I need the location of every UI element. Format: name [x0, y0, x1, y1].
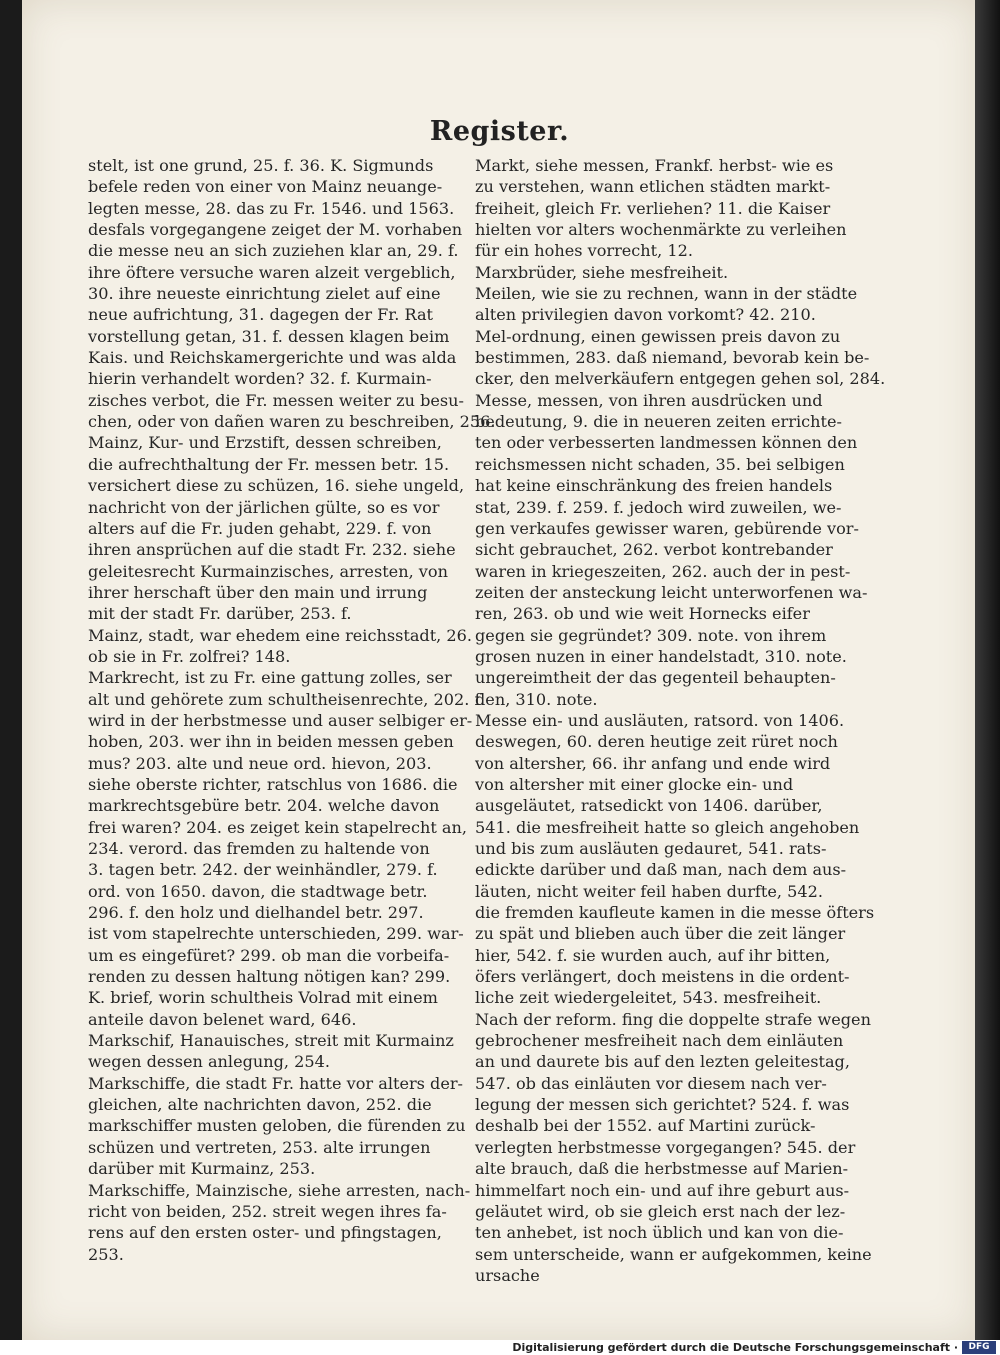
- register-line: rens auf den ersten oster- und pfingstagen,: [88, 1223, 442, 1243]
- register-line: 30. ihre neueste einrichtung zielet auf eine: [88, 284, 441, 304]
- register-line: siehe oberste richter, ratschlus von 1686. die: [88, 774, 458, 794]
- register-line: befele reden von einer von Mainz neuange-: [88, 177, 443, 197]
- register-line: himmelfart noch ein- und auf ihre geburt aus-: [475, 1180, 850, 1200]
- register-line: um es eingefüret? 299. ob man die vorbeifa-: [88, 945, 450, 965]
- register-line: 253.: [88, 1244, 124, 1264]
- register-column-right: [475, 155, 886, 1286]
- register-line: zisches verbot, die Fr. messen weiter zu besu-: [88, 390, 464, 410]
- register-line: gleichen, alte nachrichten davon, 252. die: [88, 1095, 432, 1115]
- register-line: die aufrechthaltung der Fr. messen betr. 15.: [88, 454, 450, 474]
- register-line: von altersher, 66. ihr anfang und ende wird: [475, 753, 831, 773]
- register-line: 296. f. den holz und dielhandel betr. 297.: [88, 903, 424, 923]
- register-line: ihren ansprüchen auf die stadt Fr. 232. siehe: [88, 540, 456, 560]
- register-line: grosen nuzen in einer handelstadt, 310. note.: [475, 646, 847, 666]
- register-line: an und daurete bis auf den lezten geleitestag,: [475, 1052, 850, 1072]
- register-column-left: [88, 155, 496, 1265]
- register-line: Kais. und Reichskamergerichte und was alda: [88, 348, 457, 368]
- register-line: ist vom stapelrechte unterschieden, 299. war-: [88, 924, 464, 944]
- register-line: reichsmessen nicht schaden, 35. bei selbigen: [475, 454, 845, 474]
- register-line: wird in der herbstmesse und auser selbiger er-: [88, 710, 473, 730]
- register-line: legung der messen sich gerichtet? 524. f. was: [475, 1095, 850, 1115]
- register-line: richt von beiden, 252. streit wegen ihres fa-: [88, 1201, 447, 1221]
- register-line: mus? 203. alte und neue ord. hievon, 203.: [88, 753, 432, 773]
- register-line: ihrer herschaft über den main und irrung: [88, 582, 428, 602]
- register-line: alt und gehörete zum schultheisenrechte, 202. f.: [88, 689, 485, 709]
- register-line: alters auf die Fr. juden gehabt, 229. f. von: [88, 518, 432, 538]
- register-line: hierin verhandelt worden? 32. f. Kurmain-: [88, 369, 432, 389]
- register-line: verlegten herbstmesse vorgegangen? 545. der: [475, 1137, 856, 1157]
- register-line: vorstellung getan, 31. f. dessen klagen beim: [88, 326, 450, 346]
- scanned-page: [22, 0, 977, 1340]
- register-line: bestimmen, 283. daß niemand, bevorab kein be-: [475, 348, 870, 368]
- register-line: Messe ein- und ausläuten, ratsord. von 1406.: [475, 710, 845, 730]
- book-gutter: [975, 0, 1000, 1340]
- register-line: Marxbrüder, siehe mesfreiheit.: [475, 262, 729, 282]
- register-line: sicht gebrauchet, 262. verbot kontrebander: [475, 540, 833, 560]
- register-line: renden zu dessen haltung nötigen kan? 299.: [88, 967, 451, 987]
- register-line: hielten vor alters wochenmärkte zu verleihen: [475, 220, 847, 240]
- register-line: und bis zum ausläuten gedauret, 541. rats-: [475, 839, 827, 858]
- register-line: 541. die mesfreiheit hatte so gleich angehoben: [475, 817, 860, 837]
- register-line: markschiffer musten geloben, die fürenden zu: [88, 1116, 466, 1136]
- register-line: nachricht von der järlichen gülte, so es vor: [88, 497, 440, 517]
- register-line: Meilen, wie sie zu rechnen, wann in der städte: [475, 284, 858, 304]
- register-line: ungereimtheit der das gegenteil behaupten-: [475, 668, 836, 688]
- register-line: von altersher mit einer glocke ein- und: [475, 774, 794, 794]
- register-line: ob sie in Fr. zolfrei? 148.: [88, 646, 291, 666]
- register-line: waren in kriegeszeiten, 262. auch der in pest-: [475, 561, 851, 581]
- register-line: Mainz, Kur- und Erzstift, dessen schreiben,: [88, 433, 442, 453]
- register-line: hat keine einschränkung des freien handels: [475, 476, 833, 496]
- register-line: ren, 263. ob und wie weit Hornecks eifer: [475, 604, 810, 624]
- register-line: 547. ob das einläuten vor diesem nach ver-: [475, 1073, 827, 1093]
- register-line: zeiten der ansteckung leicht unterworfenen wa-: [475, 582, 868, 602]
- register-line: 3. tagen betr. 242. der weinhändler, 279. f.: [88, 860, 438, 880]
- register-line: sem unterscheide, wann er aufgekommen, keine: [475, 1244, 872, 1264]
- register-line: geleitesrecht Kurmainzisches, arresten, von: [88, 561, 448, 581]
- register-line: K. brief, worin schultheis Volrad mit einem: [88, 988, 438, 1008]
- page-title: Register.: [429, 116, 570, 147]
- register-line: den, 310. note.: [475, 689, 598, 709]
- register-line: schüzen und vertreten, 253. alte irrungen: [88, 1137, 431, 1157]
- register-line: desfals vorgegangene zeiget der M. vorhaben: [88, 220, 463, 240]
- register-line: markrechtsgebüre betr. 204. welche davon: [88, 796, 440, 816]
- register-line: deshalb bei der 1552. auf Martini zurück-: [475, 1116, 816, 1136]
- register-line: wegen dessen anlegung, 254.: [88, 1052, 330, 1072]
- register-line: Markt, siehe messen, Frankf. herbst- wie es: [475, 156, 834, 175]
- register-line: Markschif, Hanauisches, streit mit Kurmainz: [88, 1031, 454, 1051]
- register-line: die fremden kaufleute kamen in die messe öfters: [475, 903, 875, 923]
- register-line: hoben, 203. wer ihn in beiden messen geben: [88, 732, 454, 752]
- register-line: Markrecht, ist zu Fr. eine gattung zolles, ser: [88, 668, 452, 688]
- register-line: ten oder verbesserten landmessen können den: [475, 433, 858, 453]
- funding-note: Digitalisierung gefördert durch die Deutsche Forschungsgemeinschaft ·: [512, 1341, 958, 1354]
- register-line: Markschiffe, die stadt Fr. hatte vor alters der-: [88, 1073, 463, 1093]
- register-line: legten messe, 28. das zu Fr. 1546. und 1563.: [88, 198, 455, 218]
- register-line: hier, 542. f. sie wurden auch, auf ihr bitten,: [475, 945, 831, 965]
- register-line: stat, 239. f. 259. f. jedoch wird zuweilen, we-: [475, 497, 842, 517]
- register-line: edickte darüber und daß man, nach dem aus-: [475, 860, 847, 880]
- register-line: ursache: [475, 1265, 540, 1285]
- register-line: Markschiffe, Mainzische, siehe arresten, nach-: [88, 1180, 471, 1200]
- register-line: chen, oder von dañen waren zu beschreiben, 256.: [88, 412, 496, 432]
- register-line: mit der stadt Fr. darüber, 253. f.: [88, 604, 352, 624]
- register-line: gegen sie gegründet? 309. note. von ihrem: [475, 625, 827, 645]
- register-line: Messe, messen, von ihren ausdrücken und: [475, 390, 823, 410]
- dfg-logo: DFG: [962, 1341, 996, 1354]
- register-line: Nach der reform. fing die doppelte strafe wegen: [475, 1009, 871, 1029]
- register-line: zu spät und blieben auch über die zeit länger: [475, 924, 846, 944]
- register-line: darüber mit Kurmainz, 253.: [88, 1159, 316, 1179]
- register-line: alten privilegien davon vorkomt? 42. 210.: [475, 305, 816, 325]
- register-line: ihre öftere versuche waren alzeit vergeblich,: [88, 262, 456, 282]
- register-line: geläutet wird, ob sie gleich erst nach der lez-: [475, 1201, 846, 1221]
- register-line: die messe neu an sich zuziehen klar an, 29. f.: [88, 241, 459, 261]
- register-line: ausgeläutet, ratsedickt von 1406. darüber,: [475, 796, 823, 816]
- register-line: liche zeit wiedergeleitet, 543. mesfreiheit.: [475, 988, 822, 1008]
- register-line: ord. von 1650. davon, die stadtwage betr.: [88, 881, 428, 901]
- register-line: neue aufrichtung, 31. dagegen der Fr. Rat: [88, 305, 434, 325]
- register-line: gebrochener mesfreiheit nach dem einläuten: [475, 1031, 844, 1051]
- register-line: läuten, nicht weiter feil haben durfte, 542.: [475, 881, 823, 901]
- register-line: alte brauch, daß die herbstmesse auf Marien-: [475, 1159, 849, 1179]
- register-line: cker, den melverkäufern entgegen gehen sol, 284.: [475, 369, 886, 389]
- register-line: zu verstehen, wann etlichen städten markt-: [475, 177, 831, 197]
- register-line: freiheit, gleich Fr. verliehen? 11. die Kaiser: [475, 198, 831, 218]
- register-line: öfers verlängert, doch meistens in die ordent-: [475, 967, 850, 987]
- register-line: deswegen, 60. deren heutige zeit rüret noch: [475, 732, 838, 752]
- register-line: für ein hohes vorrecht, 12.: [475, 241, 693, 261]
- register-line: 234. verord. das fremden zu haltende von: [88, 839, 430, 858]
- register-line: frei waren? 204. es zeiget kein stapelrecht an,: [88, 817, 467, 837]
- register-line: Mainz, stadt, war ehedem eine reichsstadt, 26.: [88, 625, 473, 645]
- register-line: versichert diese zu schüzen, 16. siehe ungeld,: [88, 476, 465, 496]
- register-line: bedeutung, 9. die in neueren zeiten errichte-: [475, 412, 842, 432]
- register-line: gen verkaufes gewisser waren, gebürende vor-: [475, 518, 859, 538]
- register-line: anteile davon belenet ward, 646.: [88, 1009, 357, 1029]
- register-line: Mel-ordnung, einen gewissen preis davon zu: [475, 326, 841, 346]
- footer-bar: [0, 1340, 1000, 1355]
- register-line: ten anhebet, ist noch üblich und kan von die-: [475, 1223, 844, 1243]
- register-line: stelt, ist one grund, 25. f. 36. K. Sigmunds: [88, 156, 434, 175]
